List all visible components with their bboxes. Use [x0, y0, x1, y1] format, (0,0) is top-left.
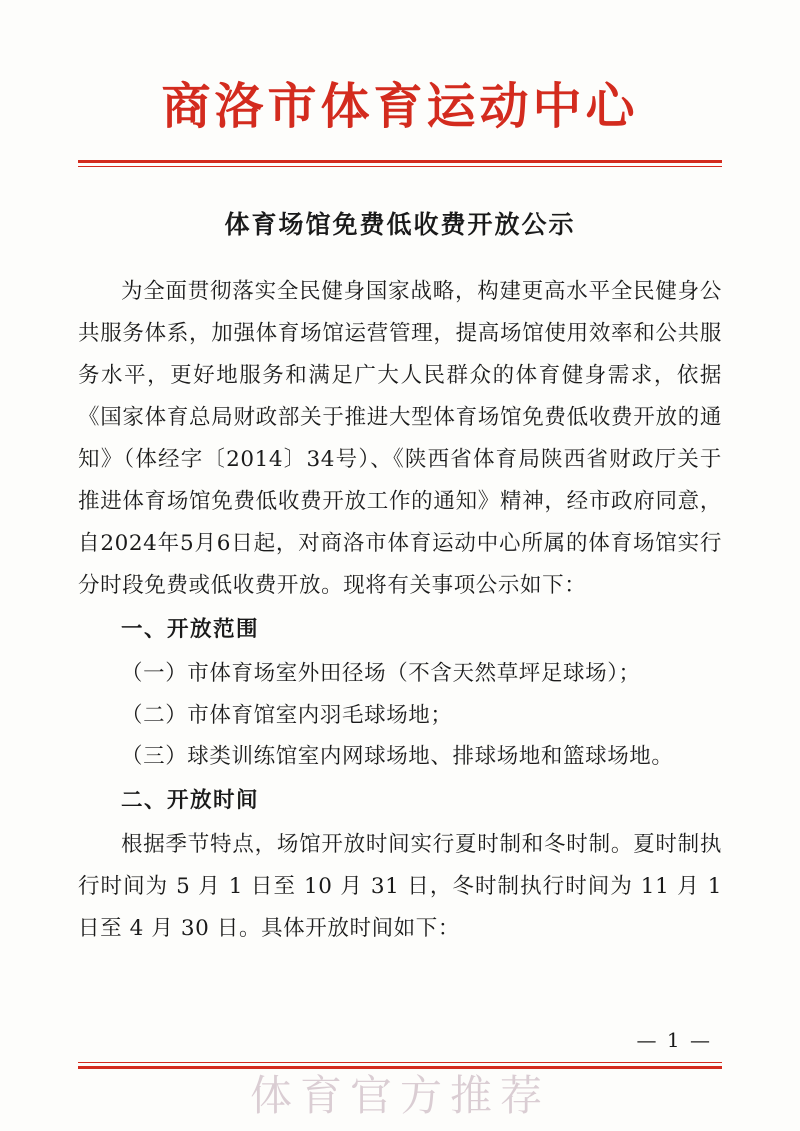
section-one-item-2: （二）市体育馆室内羽毛球场地；	[121, 702, 453, 728]
intro-paragraph: 为全面贯彻落实全民健身国家战略，构建更高水平全民健身公共服务体系，加强体育场馆运营管理，提高场馆使用效率和公共服务水平，更好地服务和满足广大人民群众的体育健身需求，依据《国家体育总局财政部关于推进大型体育场馆免费低收费开放的通知》（体经字〔2014〕34号）、《陕西省体育局陕西省财政厅关于推进体育场馆免费低收费开放工作的通知》精神，经市政府同意，自2024年5月6日起，对商洛市体育运动中心所属的体育场馆实行分时段免费或低收费开放。现将有关事项公示如下：	[78, 279, 722, 598]
section-one-item-3: （三）球类训练馆室内网球场地、排球场地和篮球场地。	[121, 744, 674, 770]
document-body	[78, 271, 722, 950]
section-one-item-1: （一）市体育场室外田径场（不含天然草坪足球场）；	[121, 660, 641, 686]
section-one-heading: 一、开放范围	[121, 616, 260, 642]
letterhead-divider	[78, 160, 722, 167]
letterhead-organization: 商洛市体育运动中心	[161, 77, 639, 135]
footer-rule-thin	[78, 1062, 722, 1063]
page-footer	[78, 1028, 722, 1069]
letterhead-rule-thin	[78, 166, 722, 167]
footer-rule-thick	[78, 1066, 722, 1069]
letterhead	[78, 0, 722, 167]
section-two-heading: 二、开放时间	[121, 788, 260, 814]
section-two-paragraph: 根据季节特点，场馆开放时间实行夏时制和冬时制。夏时制执行时间为 5 月 1 日至 10 月 31 日，冬时制执行时间为 11 月 1 日至 4 月 30 日。具体开放时间如下：	[78, 832, 722, 942]
watermark: 体育官方推荐	[249, 1071, 550, 1120]
letterhead-rule-thick	[78, 160, 722, 163]
page-title: 体育场馆免费低收费开放公示	[224, 210, 576, 240]
page-number: — 1 —	[636, 1028, 712, 1052]
